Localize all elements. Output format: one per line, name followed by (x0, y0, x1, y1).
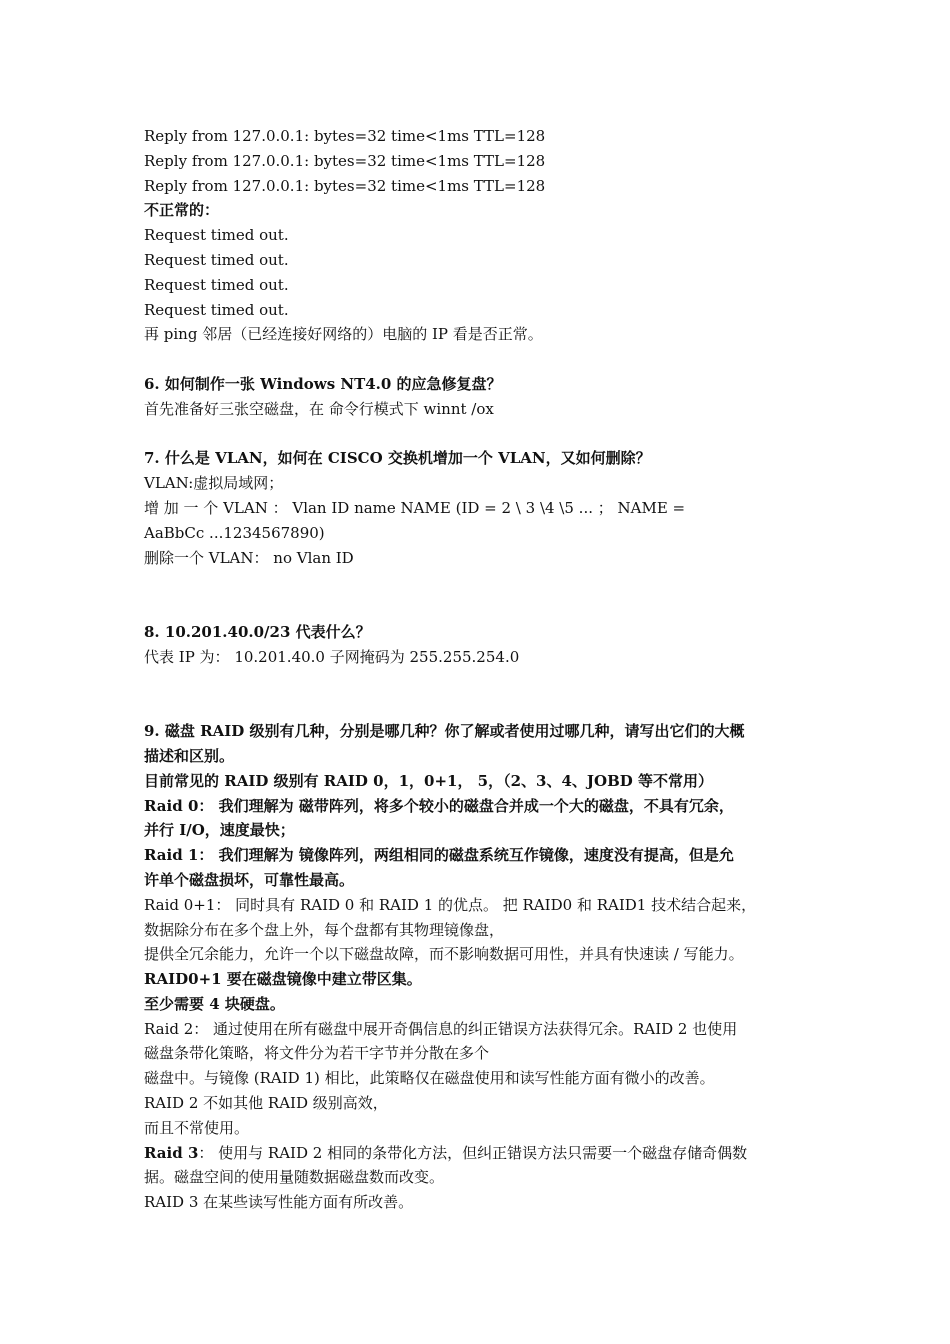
q7-heading: 7. 什么是 VLAN，如何在 CISCO 交换机增加一个 VLAN，又如何删除？ (144, 449, 651, 468)
raid2-line: 磁盘中。与镜像 (RAID 1) 相比，此策略仅在磁盘使用和读写性能方面有微小的改善。 (144, 1069, 715, 1088)
ping-next-step: 再 ping 邻居（已经连接好网络的）电脑的 IP 看是否正常。 (144, 325, 543, 344)
raid2-line: 磁盘条带化策略，将文件分为若干字节并分散在多个 (144, 1044, 490, 1063)
raid0-line: 并行 I/O，速度最快； (144, 821, 295, 840)
raid3-label: Raid 3 (144, 1143, 199, 1162)
raid2-line: RAID 2 不如其他 RAID 级别高效， (144, 1094, 388, 1113)
timeout-line: Request timed out. (144, 275, 289, 294)
abnormal-label: 不正常的： (144, 201, 220, 220)
q9-heading: 9. 磁盘 RAID 级别有几种，分别是哪几种？你了解或者使用过哪几种，请写出它们的大概 (144, 722, 745, 741)
spacer (144, 670, 824, 720)
q9-heading: 描述和区别。 (144, 746, 235, 765)
q7-line: AaBbCc ...1234567890) (144, 523, 325, 542)
document-page (144, 124, 824, 1215)
q6-answer: 首先准备好三张空磁盘，在 命令行模式下 winnt /ox (144, 399, 494, 418)
raid01-line: Raid 0+1： 同时具有 RAID 0 和 RAID 1 的优点。 把 RAID0 和 RAID1 技术结合起来， (144, 895, 757, 914)
raid2-line: Raid 2： 通过使用在所有磁盘中展开奇偶信息的纠正错误方法获得冗余。RAID 2 也使用 (144, 1019, 738, 1038)
raid01-line: 数据除分布在多个盘上外，每个盘都有其物理镜像盘， (144, 920, 505, 939)
raid1-line: Raid 1： 我们理解为 镜像阵列，两组相同的磁盘系统互作镜像，速度没有提高，但是允 (144, 846, 734, 865)
ping-reply-line: Reply from 127.0.0.1: bytes=32 time<1ms TTL=128 (144, 176, 546, 195)
q7-line: 增 加 一 个 VLAN ： Vlan ID name NAME (ID = 2 \ 3 \4 \5 ... ； NAME = (144, 498, 686, 517)
q7-line: 删除一个 VLAN： no Vlan ID (144, 548, 354, 567)
raid0-line: Raid 0： 我们理解为 磁带阵列，将多个较小的磁盘合并成一个大的磁盘，不具有冗余， (144, 796, 734, 815)
raid1-line: 许单个磁盘损坏，可靠性最高。 (144, 870, 355, 889)
timeout-line: Request timed out. (144, 226, 289, 245)
q8-heading: 8. 10.201.40.0/23 代表什么？ (144, 622, 371, 641)
raid01-line: 至少需要 4 块硬盘。 (144, 994, 285, 1013)
spacer (144, 570, 824, 620)
ping-reply-line: Reply from 127.0.0.1: bytes=32 time<1ms TTL=128 (144, 151, 546, 170)
spacer (144, 347, 824, 372)
raid3-text: ： 使用与 RAID 2 相同的条带化方法，但纠正错误方法只需要一个磁盘存储奇偶数 (198, 1143, 748, 1162)
raid3-line: RAID 3 在某些读写性能方面有所改善。 (144, 1193, 414, 1212)
q6-heading: 6. 如何制作一张 Windows NT4.0 的应急修复盘？ (144, 374, 502, 393)
raid2-line: 而且不常使用。 (144, 1118, 250, 1137)
spacer (144, 422, 824, 447)
q8-answer: 代表 IP 为： 10.201.40.0 子网掩码为 255.255.254.0 (144, 647, 520, 666)
raid01-line: 提供全冗余能力，允许一个以下磁盘故障，而不影响数据可用性，并具有快速读 / 写能力。 (144, 945, 744, 964)
q7-line: VLAN:虚拟局域网； (144, 474, 284, 493)
timeout-line: Request timed out. (144, 300, 289, 319)
timeout-line: Request timed out. (144, 250, 289, 269)
raid3-line: 据。磁盘空间的使用量随数据磁盘数而改变。 (144, 1168, 445, 1187)
raid3-line (144, 1141, 824, 1166)
ping-reply-line: Reply from 127.0.0.1: bytes=32 time<1ms TTL=128 (144, 127, 546, 145)
raid01-line: RAID0+1 要在磁盘镜像中建立带区集。 (144, 970, 422, 989)
raid-intro: 目前常见的 RAID 级别有 RAID 0，1，0+1， 5，（2、3、4、JOBD 等不常用） (144, 771, 714, 790)
